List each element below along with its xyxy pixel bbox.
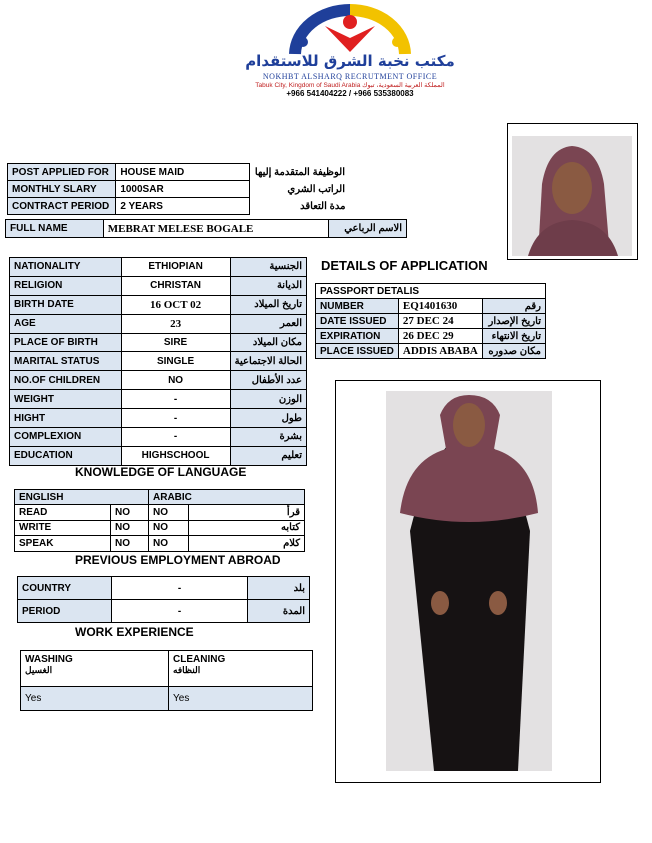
personal-label-ar: تعليم: [230, 446, 306, 465]
contract-label-ar: مدة التعاقد: [300, 200, 346, 212]
personal-value: -: [121, 428, 230, 447]
office-name-en: NOKHBT ALSHARQ RECRUTMENT OFFICE: [262, 72, 438, 81]
cleaning-cell: [169, 651, 313, 687]
employment-value: -: [112, 577, 248, 600]
employment-row: [18, 577, 310, 600]
passport-label-ar: مكان صدوره: [482, 344, 545, 359]
personal-value: ETHIOPIAN: [121, 258, 230, 277]
arabic-value: NO: [149, 520, 189, 536]
passport-label-ar: تاريخ الانتهاء: [482, 329, 545, 344]
full-name-label-ar: الاسم الرباعي: [329, 220, 407, 238]
personal-value: SINGLE: [121, 352, 230, 371]
personal-value: HIGHSCHOOL: [121, 446, 230, 465]
experience-table: [20, 650, 313, 711]
passport-row: [316, 329, 546, 344]
personal-row: [10, 276, 307, 295]
personal-row: [10, 371, 307, 390]
post-table: [7, 163, 350, 215]
personal-label-ar: العمر: [230, 314, 306, 333]
personal-label: COMPLEXION: [10, 428, 122, 447]
language-skill: WRITE: [15, 520, 111, 536]
employment-label-ar: المدة: [248, 600, 310, 623]
salary-label: MONTHLY SLARY: [8, 181, 116, 198]
office-name-ar: مكتب نخبة الشرق للاستقدام: [245, 52, 455, 70]
passport-row: [316, 344, 546, 359]
salary-value: 1000SAR: [116, 181, 249, 198]
portrait-photo-icon: [508, 124, 637, 259]
language-skill-ar: كتابه: [189, 520, 305, 536]
personal-table: [9, 257, 307, 466]
office-address: Tabuk City, Kingdom of Saudi Arabia المملكة العربية السعودية، تبوك: [255, 82, 445, 89]
personal-label: NATIONALITY: [10, 258, 122, 277]
passport-label: EXPIRATION: [316, 329, 399, 344]
application-title: DETAILS OF APPLICATION: [321, 258, 488, 273]
personal-label: RELIGION: [10, 276, 122, 295]
personal-row: [10, 390, 307, 409]
personal-label: WEIGHT: [10, 390, 122, 409]
washing-label: WASHING: [25, 654, 73, 665]
language-row: [15, 520, 305, 536]
office-phones: +966 541404222 / +966 535380083: [286, 89, 414, 98]
language-title: KNOWLEDGE OF LANGUAGE: [75, 465, 247, 479]
full-name-label: FULL NAME: [6, 220, 104, 238]
washing-cell: [21, 651, 169, 687]
personal-value: SIRE: [121, 333, 230, 352]
personal-value: CHRISTAN: [121, 276, 230, 295]
passport-title: PASSPORT DETALIS: [316, 284, 546, 299]
personal-label: BIRTH DATE: [10, 295, 122, 314]
full-body-photo-icon: [336, 381, 600, 782]
post-value: HOUSE MAID: [116, 164, 249, 181]
language-skill: READ: [15, 505, 111, 521]
personal-row: [10, 295, 307, 314]
passport-table: [315, 283, 546, 359]
salary-label-ar: الراتب الشري: [287, 183, 345, 195]
employment-table: [17, 576, 310, 623]
passport-label: NUMBER: [316, 299, 399, 314]
washing-label-ar: الغسيل: [25, 665, 53, 675]
employment-label-ar: بلد: [248, 577, 310, 600]
passport-label: DATE ISSUED: [316, 314, 399, 329]
personal-label-ar: الحالة الاجتماعية: [230, 352, 306, 371]
personal-value: -: [121, 409, 230, 428]
personal-row: [10, 258, 307, 277]
personal-label-ar: طول: [230, 409, 306, 428]
personal-label-ar: مكان الميلاد: [230, 333, 306, 352]
contract-value: 2 YEARS: [116, 198, 249, 215]
personal-value: NO: [121, 371, 230, 390]
language-skill-ar: قرأ: [189, 505, 305, 521]
washing-value: Yes: [21, 687, 169, 711]
post-label-ar: الوظيفة المتقدمة إليها: [254, 166, 345, 178]
passport-label-ar: تاريخ الإصدار: [482, 314, 545, 329]
personal-label: NO.OF CHILDREN: [10, 371, 122, 390]
personal-label: AGE: [10, 314, 122, 333]
language-skill: SPEAK: [15, 536, 111, 552]
personal-row: [10, 446, 307, 465]
language-table: [14, 489, 305, 552]
personal-value: 16 OCT 02: [121, 295, 230, 314]
full-name-value: MEBRAT MELESE BOGALE: [103, 220, 328, 238]
arabic-value: NO: [149, 536, 189, 552]
employment-label: COUNTRY: [18, 577, 112, 600]
experience-title: WORK EXPERIENCE: [75, 625, 194, 639]
cleaning-value: Yes: [169, 687, 313, 711]
english-header: ENGLISH: [15, 490, 149, 505]
language-row: [15, 505, 305, 521]
arabic-header: ARABIC: [149, 490, 305, 505]
passport-value: EQ1401630: [398, 299, 482, 314]
personal-label-ar: بشرة: [230, 428, 306, 447]
personal-row: [10, 409, 307, 428]
portrait-photo: [507, 123, 638, 260]
language-row: [15, 536, 305, 552]
personal-label-ar: تاريخ الميلاد: [230, 295, 306, 314]
passport-row: [316, 314, 546, 329]
employment-label: PERIOD: [18, 600, 112, 623]
arabic-value: NO: [149, 505, 189, 521]
passport-label: PLACE ISSUED: [316, 344, 399, 359]
full-body-photo: [335, 380, 601, 783]
passport-label-ar: رقم: [482, 299, 545, 314]
personal-row: [10, 428, 307, 447]
english-value: NO: [111, 505, 149, 521]
cleaning-label: CLEANING: [173, 654, 226, 665]
personal-label: HIGHT: [10, 409, 122, 428]
passport-value: ADDIS ABABA: [398, 344, 482, 359]
passport-row: [316, 299, 546, 314]
personal-value: 23: [121, 314, 230, 333]
employment-title: PREVIOUS EMPLOYMENT ABROAD: [75, 553, 281, 567]
passport-value: 26 DEC 29: [398, 329, 482, 344]
full-name-table: [5, 219, 407, 238]
contract-label: CONTRACT PERIOD: [8, 198, 116, 215]
employment-row: [18, 600, 310, 623]
employment-value: -: [112, 600, 248, 623]
letterhead: [200, 4, 500, 100]
personal-label: EDUCATION: [10, 446, 122, 465]
personal-row: [10, 352, 307, 371]
personal-row: [10, 333, 307, 352]
personal-label: PLACE OF BIRTH: [10, 333, 122, 352]
language-skill-ar: كلام: [189, 536, 305, 552]
english-value: NO: [111, 536, 149, 552]
personal-label-ar: الوزن: [230, 390, 306, 409]
post-label: POST APPLIED FOR: [8, 164, 116, 181]
personal-label-ar: الديانة: [230, 276, 306, 295]
cleaning-label-ar: النظافه: [173, 665, 201, 675]
personal-label: MARITAL STATUS: [10, 352, 122, 371]
personal-value: -: [121, 390, 230, 409]
english-value: NO: [111, 520, 149, 536]
passport-value: 27 DEC 24: [398, 314, 482, 329]
personal-label-ar: الجنسية: [230, 258, 306, 277]
personal-row: [10, 314, 307, 333]
personal-label-ar: عدد الأطفال: [230, 371, 306, 390]
